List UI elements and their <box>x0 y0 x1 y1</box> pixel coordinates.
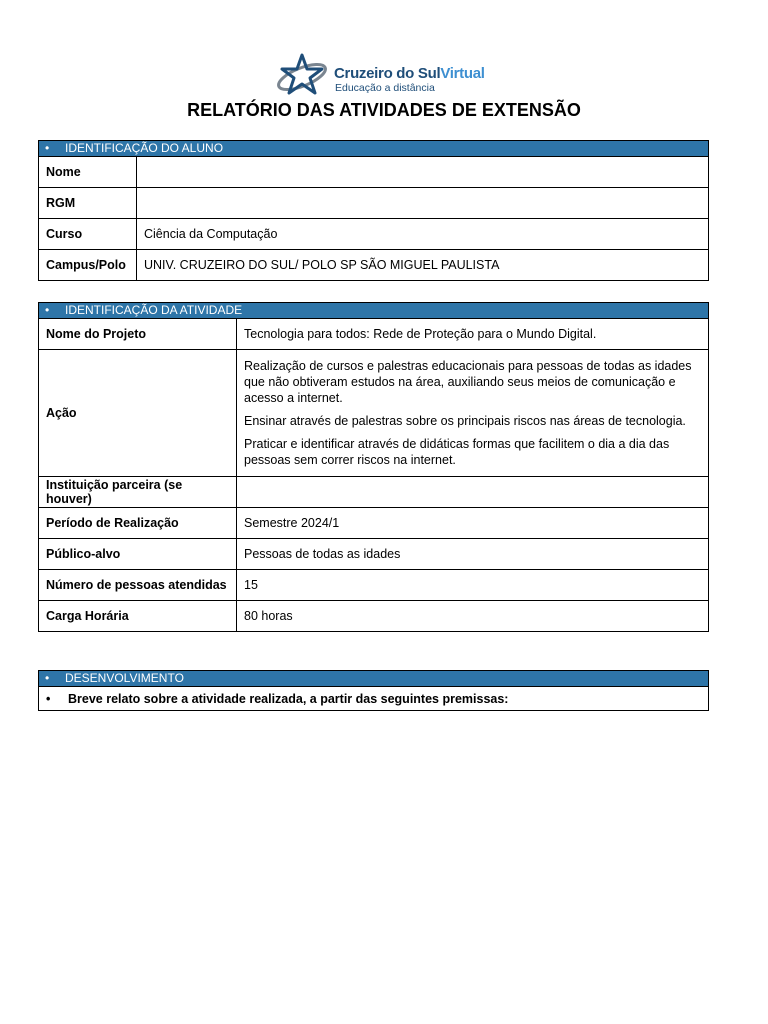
field-label: Público-alvo <box>39 539 237 570</box>
development-table <box>38 670 709 711</box>
bullet-icon: • <box>46 691 51 706</box>
table-row <box>39 250 709 281</box>
field-label: Curso <box>39 219 137 250</box>
activity-identification-table <box>38 302 709 632</box>
audience-value: Pessoas de todas as idades <box>237 539 709 570</box>
table-row <box>39 477 709 508</box>
page-title: RELATÓRIO DAS ATIVIDADES DE EXTENSÃO <box>187 100 581 120</box>
action-description <box>237 350 709 477</box>
workload-value: 80 horas <box>237 601 709 632</box>
student-identification-table <box>38 140 709 281</box>
field-label: Número de pessoas atendidas <box>39 570 237 601</box>
table-row <box>39 539 709 570</box>
field-label: RGM <box>39 188 137 219</box>
field-label: Campus/Polo <box>39 250 137 281</box>
table-row <box>39 508 709 539</box>
field-label: Período de Realização <box>39 508 237 539</box>
action-paragraph: Ensinar através de palestras sobre os principais riscos nas áreas de tecnologia. <box>244 414 686 428</box>
project-name-value: Tecnologia para todos: Rede de Proteção para o Mundo Digital. <box>237 319 709 350</box>
table-row <box>39 319 709 350</box>
bullet-icon: • <box>45 671 50 685</box>
table-row <box>39 350 709 477</box>
table-row <box>39 601 709 632</box>
field-label: Instituição parceira (se houver) <box>39 477 237 508</box>
bullet-icon: • <box>45 141 50 155</box>
table-row <box>39 157 709 188</box>
action-paragraph: Realização de cursos e palestras educacionais para pessoas de todas as idades que não obtiveram estudos na área, auxiliando seus meios de comunicação e acesso a internet. <box>244 359 692 405</box>
star-logo-icon <box>274 52 332 98</box>
bullet-icon: • <box>45 303 50 317</box>
name-field[interactable] <box>137 157 709 188</box>
partner-institution-field[interactable] <box>237 477 709 508</box>
campus-field: UNIV. CRUZEIRO DO SUL/ POLO SP SÃO MIGUEL PAULISTA <box>137 250 709 281</box>
section-header-atividade: • IDENTIFICAÇÃO DA ATIVIDADE <box>39 303 709 319</box>
logo-brand-text: Cruzeiro do SulVirtual <box>334 65 485 82</box>
development-item: • Breve relato sobre a atividade realizada, a partir das seguintes premissas: <box>39 687 709 711</box>
table-row <box>39 570 709 601</box>
table-row <box>39 687 709 711</box>
table-row <box>39 188 709 219</box>
rgm-field[interactable] <box>137 188 709 219</box>
period-value: Semestre 2024/1 <box>237 508 709 539</box>
field-label: Ação <box>39 350 237 477</box>
people-served-value: 15 <box>237 570 709 601</box>
logo <box>274 52 484 98</box>
action-paragraph: Praticar e identificar através de didáticas formas que facilitem o dia a dia das pessoas sem correr riscos na internet. <box>244 437 670 467</box>
field-label: Nome do Projeto <box>39 319 237 350</box>
section-header-aluno: • IDENTIFICAÇÃO DO ALUNO <box>39 141 709 157</box>
logo-tagline: Educação a distância <box>335 82 435 94</box>
field-label: Nome <box>39 157 137 188</box>
section-header-desenvolvimento: • DESENVOLVIMENTO <box>39 671 709 687</box>
field-label: Carga Horária <box>39 601 237 632</box>
table-row <box>39 219 709 250</box>
course-field: Ciência da Computação <box>137 219 709 250</box>
